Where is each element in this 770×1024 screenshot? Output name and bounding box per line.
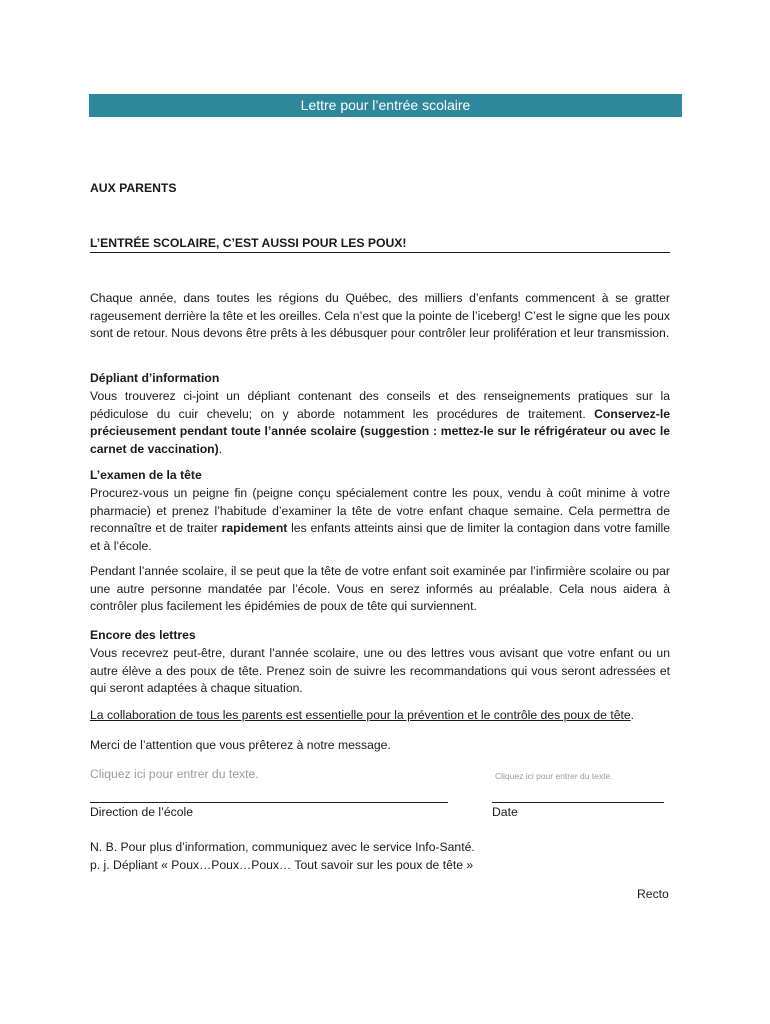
page-side-label: Recto	[637, 887, 669, 901]
recipient-heading: AUX PARENTS	[90, 181, 177, 195]
signature-line	[90, 802, 448, 803]
examen-text-a: Procurez-vous un peigne fin (peigne conçu spécialement contre les poux, vendu à coût minime à votre pharmacie) et prenez l’habitude d’examiner la tête de votre enfant chaque semaine. Cela permettra de reconnaître et de traiter	[90, 486, 670, 535]
thanks-line: Merci de l’attention que vous prêterez à notre message.	[90, 738, 391, 752]
depliant-paragraph	[90, 388, 670, 458]
date-label: Date	[492, 805, 518, 819]
lettres-paragraph: Vous recevrez peut-être, durant l’année scolaire, une ou des lettres vous avisant que votre enfant ou un autre élève a des poux de tête. Prenez soin de suivre les recommandations qui vous seront adressées et qui seront adaptées à chaque situation.	[90, 646, 670, 695]
examen-text-b: les enfants atteints ainsi que de limiter la contagion dans votre famille et à l’école.	[90, 521, 670, 553]
section-heading-depliant: Dépliant d’information	[90, 371, 220, 385]
date-field[interactable]: Cliquez ici pour entrer du texte.	[495, 771, 613, 781]
director-name-field[interactable]: Cliquez ici pour entrer du texte.	[90, 767, 259, 781]
depliant-text: Vous trouverez ci-joint un dépliant contenant des conseils et des renseignements pratiques sur la pédiculose du cuir chevelu; on y aborde notamment les procédures de traitement.	[90, 389, 670, 421]
attachment-note: p. j. Dépliant « Poux…Poux…Poux… Tout savoir sur les poux de tête »	[90, 858, 474, 872]
examen-paragraph	[90, 485, 670, 555]
nb-note: N. B. Pour plus d’information, communiquez avec le service Info-Santé.	[90, 840, 475, 854]
headline-rule	[90, 252, 670, 253]
collaboration-text: La collaboration de tous les parents est essentielle pour la prévention et le contrôle des poux de tête	[90, 708, 631, 722]
director-label: Direction de l’école	[90, 805, 193, 819]
examen-paragraph-2: Pendant l’année scolaire, il se peut que la tête de votre enfant soit examinée par l’infirmière scolaire ou par une autre personne mandatée par l’école. Vous en serez informés au préalable. Cela nous aidera à contrôler plus facilement les épidémies de poux de tête qui surviennent.	[90, 564, 670, 613]
depliant-bold-text: Conservez-le précieusement pendant toute l’année scolaire (suggestion : mettez-le sur le réfrigérateur ou avec le carnet de vaccination)	[90, 406, 670, 456]
depliant-end: .	[218, 441, 223, 456]
collaboration-end: .	[630, 708, 635, 722]
letter-headline: L’ENTRÉE SCOLAIRE, C’EST AUSSI POUR LES POUX!	[90, 236, 407, 250]
intro-paragraph: Chaque année, dans toutes les régions du Québec, des milliers d’enfants commencent à se gratter rageusement derrière la tête et les oreilles. Cela n’est que la pointe de l’iceberg! C’est le signe que les poux sont de retour. Nous devons être prêts à les débusquer pour contrôler leur prolifération et leur transmission.	[90, 291, 670, 340]
date-line	[492, 802, 664, 803]
section-heading-lettres: Encore des lettres	[90, 628, 196, 642]
section-heading-examen: L’examen de la tête	[90, 468, 202, 482]
collaboration-line	[90, 707, 670, 725]
examen-bold-text: rapidement	[221, 521, 288, 535]
page-banner: Lettre pour l’entrée scolaire	[89, 94, 682, 117]
